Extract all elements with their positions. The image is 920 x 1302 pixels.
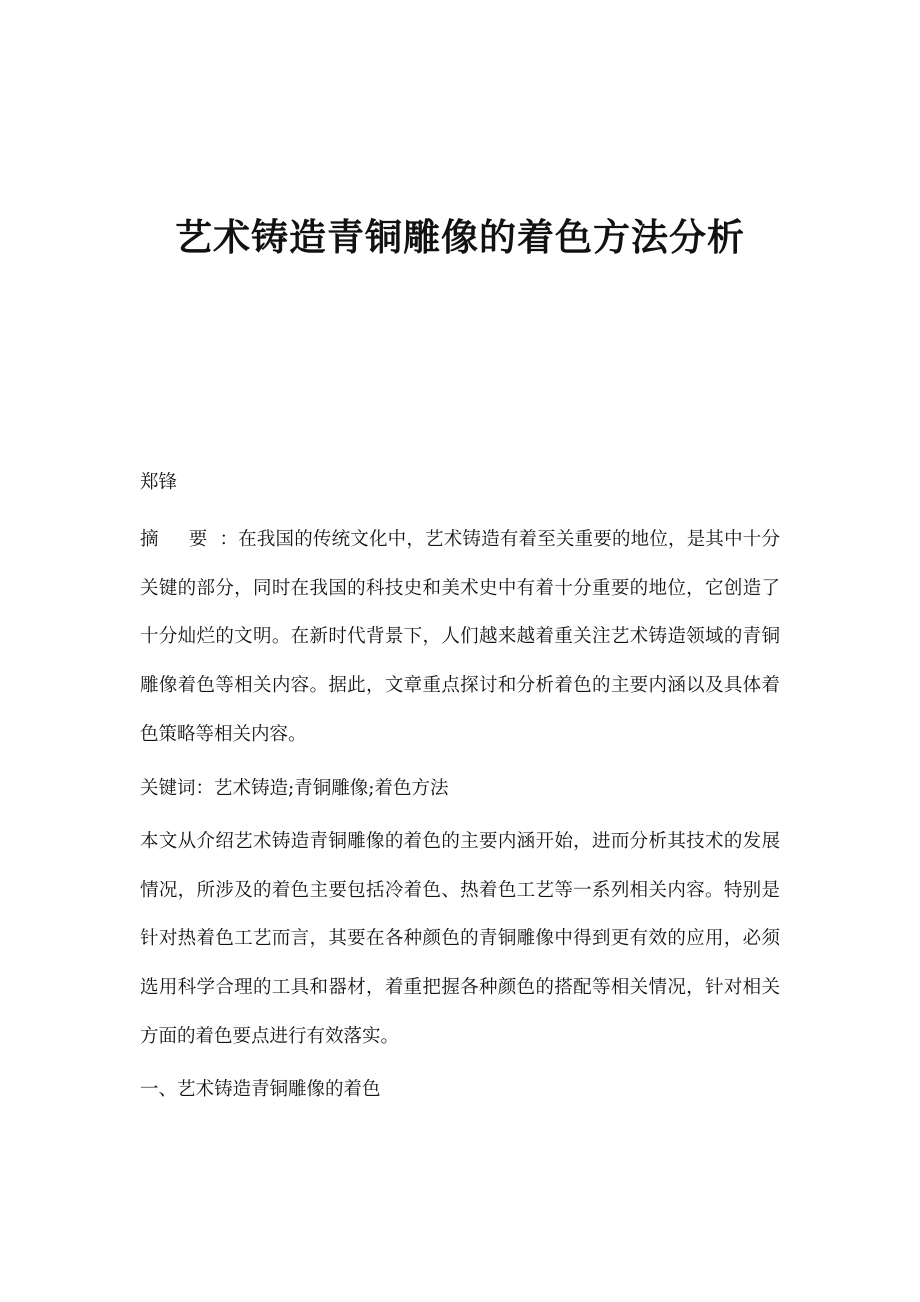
abstract-paragraph (140, 516, 780, 760)
author-name: 郑锋 (140, 472, 178, 493)
abstract-separator: ： (219, 529, 239, 550)
intro-paragraph: 本文从介绍艺术铸造青铜雕像的着色的主要内涵开始，进而分析其技术的发展情况，所涉及的着色主要包括冷着色、热着色工艺等一系列相关内容。特别是针对热着色工艺而言，其要在各种颜色的青铜雕像中得到更有效的应用，必须选用科学合理的工具和器材，着重把握各种颜色的搭配等相关情况，针对相关方面的着色要点进行有效落实。 (140, 831, 780, 1047)
abstract-text: 在我国的传统文化中，艺术铸造有着至关重要的地位，是其中十分关键的部分，同时在我国的科技史和美术史中有着十分重要的地位，它创造了十分灿烂的文明。在新时代背景下，人们越来越着重关注艺术铸造领域的青铜雕像着色等相关内容。据此，文章重点探讨和分析着色的主要内涵以及具体着色策略等相关内容。 (140, 529, 780, 745)
section-heading: 一、艺术铸造青铜雕像的着色 (140, 1079, 381, 1100)
keywords-line (140, 765, 780, 814)
abstract-label: 摘 要 (140, 529, 220, 550)
keywords-text: 艺术铸造;青铜雕像;着色方法 (214, 778, 449, 799)
keywords-label: 关键词： (140, 778, 215, 799)
document-title: 艺术铸造青铜雕像的着色方法分析 (175, 215, 745, 259)
